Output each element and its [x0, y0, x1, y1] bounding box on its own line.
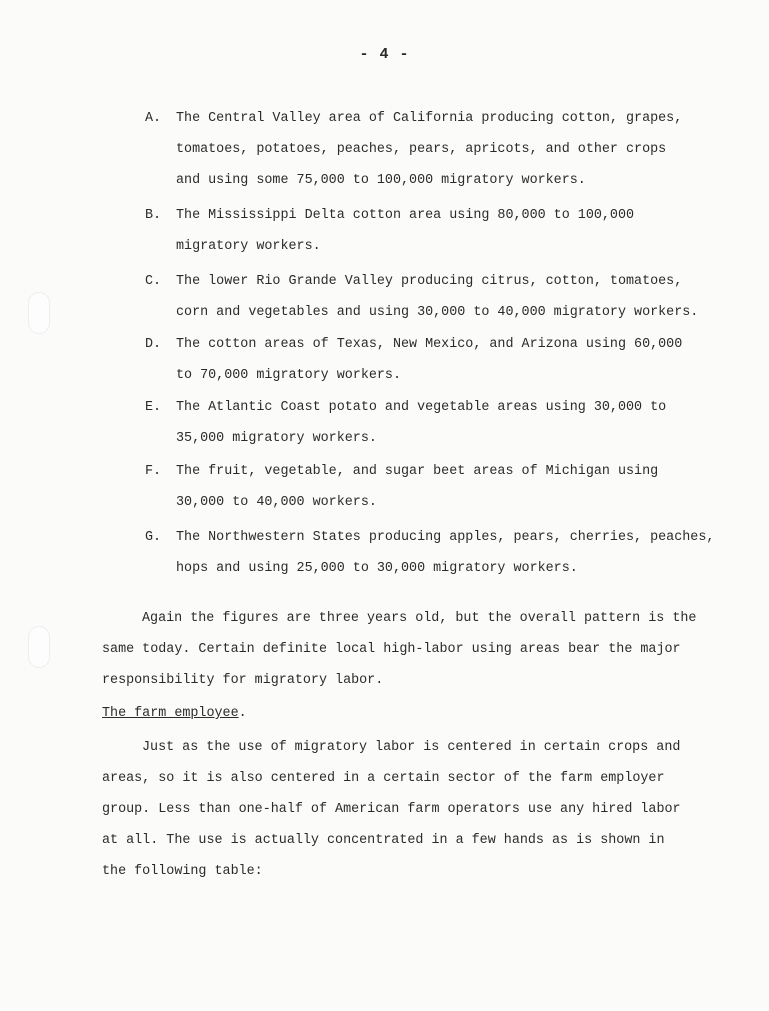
paragraph-line: the following table: — [102, 864, 263, 879]
paragraph-line: group. Less than one-half of American farm operators use any hired labor — [102, 802, 681, 817]
punch-hole — [28, 626, 50, 668]
section-heading-text: The farm employee — [102, 706, 239, 721]
section-heading-period: . — [238, 706, 247, 721]
paragraph-line: same today. Certain definite local high-labor using areas bear the major — [102, 642, 681, 657]
list-line: tomatoes, potatoes, peaches, pears, apricots, and other crops — [176, 142, 667, 157]
paragraph-line: Again the figures are three years old, but the overall pattern is the — [142, 611, 697, 626]
list-line: The cotton areas of Texas, New Mexico, and Arizona using 60,000 — [176, 337, 683, 352]
list-line: 35,000 migratory workers. — [176, 431, 377, 446]
list-line: The Northwestern States producing apples, pears, cherries, peaches, — [176, 530, 715, 545]
list-line: The Atlantic Coast potato and vegetable areas using 30,000 to — [176, 400, 667, 415]
paragraph-line: areas, so it is also centered in a certain sector of the farm employer — [102, 771, 665, 786]
list-letter: A. — [145, 111, 162, 126]
list-line: The lower Rio Grande Valley producing citrus, cotton, tomatoes, — [176, 274, 683, 289]
list-item-e — [145, 392, 666, 454]
list-item-a — [145, 103, 682, 196]
list-line: The Central Valley area of California producing cotton, grapes, — [176, 111, 683, 126]
list-item-f — [145, 456, 658, 518]
list-item-g — [145, 522, 714, 584]
list-line: hops and using 25,000 to 30,000 migratory workers. — [176, 561, 578, 576]
paragraph-figures — [102, 603, 696, 696]
list-letter: D. — [145, 337, 162, 352]
list-line: to 70,000 migratory workers. — [176, 368, 401, 383]
list-letter: B. — [145, 208, 162, 223]
list-item-c — [145, 266, 698, 328]
list-line: and using some 75,000 to 100,000 migratory workers. — [176, 173, 586, 188]
list-item-b — [145, 200, 634, 262]
list-line: The fruit, vegetable, and sugar beet areas of Michigan using — [176, 464, 659, 479]
paragraph-line: Just as the use of migratory labor is centered in certain crops and — [142, 740, 681, 755]
punch-hole — [28, 292, 50, 334]
list-line: migratory workers. — [176, 239, 321, 254]
list-item-d — [145, 329, 682, 391]
paragraph-line: responsibility for migratory labor. — [102, 673, 384, 688]
list-line: 30,000 to 40,000 workers. — [176, 495, 377, 510]
page-number: - 4 - — [359, 46, 410, 63]
paragraph-farm-employee — [102, 732, 681, 887]
paragraph-line: at all. The use is actually concentrated in a few hands as is shown in — [102, 833, 665, 848]
list-letter: E. — [145, 400, 162, 415]
section-heading — [102, 702, 247, 726]
list-letter: G. — [145, 530, 162, 545]
list-letter: C. — [145, 274, 162, 289]
list-letter: F. — [145, 464, 162, 479]
list-line: corn and vegetables and using 30,000 to 40,000 migratory workers. — [176, 305, 699, 320]
list-line: The Mississippi Delta cotton area using 80,000 to 100,000 — [176, 208, 635, 223]
